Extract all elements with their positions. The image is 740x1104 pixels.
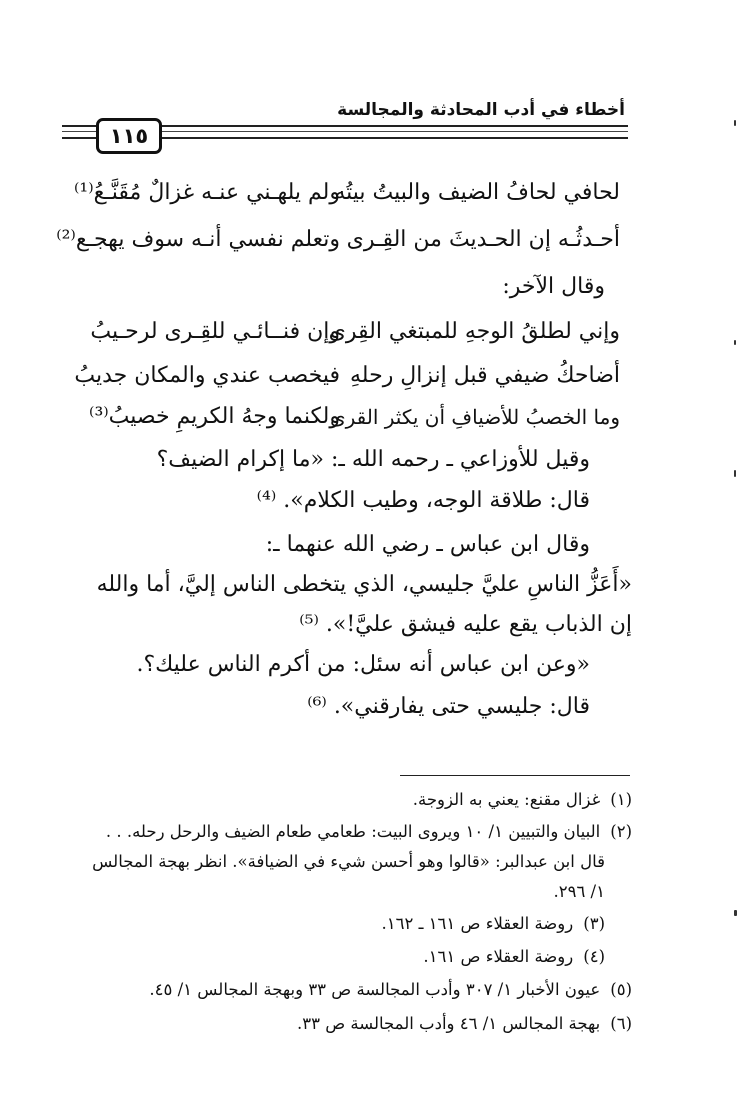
verse-line-4-left: فيخصب عندي والمكان جديبُ: [74, 363, 340, 388]
scan-speck: [734, 340, 736, 345]
verse-line-2-right: أحـدثُـه إن الحـديثَ من القِـرى: [346, 227, 620, 252]
verse-line-2-left: وتعلم نفسي أنـه سوف يهجـع⁽²⁾: [56, 227, 340, 252]
footnote-2: [106, 820, 632, 844]
footnote-text: غزال مقنع: يعني به الزوجة.: [412, 790, 601, 809]
scan-speck: [734, 470, 736, 477]
footnote-2-continued-2: [553, 880, 605, 904]
footnote-text: بهجة المجالس ١/ ٤٦ وأدب المجالسة ص ٣٣.: [296, 1014, 601, 1033]
footnote-1: [413, 788, 632, 812]
footnote-number: (٢): [610, 822, 632, 841]
footnote-5: [149, 978, 632, 1002]
prose-line-6: «وعن ابن عباس أنه سئل: من أكرم الناس عليك؟.: [136, 652, 590, 677]
footnote-text: عيون الأخبار ١/ ٣٠٧ وأدب المجالسة ص ٣٣ وبهجة المجالس ١/ ٤٥.: [149, 980, 601, 999]
verse-line-1-right: لحافي لحافُ الضيف والبيتُ بيتُه: [334, 180, 620, 205]
footnote-number: (٥): [610, 980, 632, 999]
verse-line-5-left: ولكنما وجهُ الكريمِ خصيبُ⁽³⁾: [89, 404, 340, 429]
footnote-text: روضة العقلاء ص ١٦١.: [423, 947, 574, 966]
page-number: ١١٥: [96, 118, 162, 154]
footnote-number: (٦): [610, 1014, 632, 1033]
prose-line-1: وقيل للأوزاعي ـ رحمه الله ـ: «ما إكرام الضيف؟: [156, 447, 590, 472]
footnote-text: قال ابن عبدالبر: «قالوا وهو أحسن شيء في الضيافة». انظر بهجة المجالس: [92, 852, 605, 871]
scan-speck: [734, 910, 737, 916]
prose-line-7: قال: جليسي حتى يفارقني». ⁽⁶⁾: [307, 694, 590, 719]
prose-line-5: إن الذباب يقع عليه فيشق عليَّ!». ⁽⁵⁾: [299, 612, 632, 637]
footnote-number: (٣): [583, 914, 605, 933]
footnote-2-continued: [92, 850, 605, 874]
verse-line-4-right: أضاحكُ ضيفي قبل إنزالِ رحلهِ: [350, 363, 620, 388]
verse-line-3-left: وإن فنــائـي للقِـرى لرحـيبُ: [90, 319, 340, 344]
verse-line-3-right: وإني لطلقُ الوجهِ للمبتغي القِرى: [328, 319, 620, 344]
prose-line-2: قال: طلاقة الوجه، وطيب الكلام». ⁽⁴⁾: [256, 488, 590, 513]
footnote-text: ١/ ٢٩٦.: [553, 882, 605, 901]
footnote-separator: [400, 775, 630, 776]
footnote-number: (١): [610, 790, 632, 809]
footnote-text: البيان والتبيين ١/ ١٠ ويروى البيت: طعامي طعام الضيف والرحل رحله. . .: [105, 822, 601, 841]
running-title: أخطاء في أدب المحادثة والمجالسة: [337, 100, 625, 120]
prose-line-3: وقال ابن عباس ـ رضي الله عنهما ـ:: [265, 532, 590, 557]
verse-line-5-right: وما الخصبُ للأضيافِ أن يكثر القرى: [329, 405, 620, 429]
verse-line-1-left: ولم يلهـني عنـه غزالٌ مُقَنَّـعُ⁽¹⁾: [74, 180, 340, 205]
footnote-3: [381, 912, 605, 936]
scan-speck: [734, 120, 736, 126]
prose-line-4: «أَعَزُّ الناسِ عليَّ جليسي، الذي يتخطى الناس إليَّ، أما والله: [96, 572, 632, 597]
footnote-number: (٤): [583, 947, 605, 966]
intro-other-poet: وقال الآخر:: [502, 274, 605, 299]
footnote-6: [297, 1012, 632, 1036]
footnote-4: [423, 945, 605, 969]
footnote-text: روضة العقلاء ص ١٦١ ـ ١٦٢.: [381, 914, 574, 933]
